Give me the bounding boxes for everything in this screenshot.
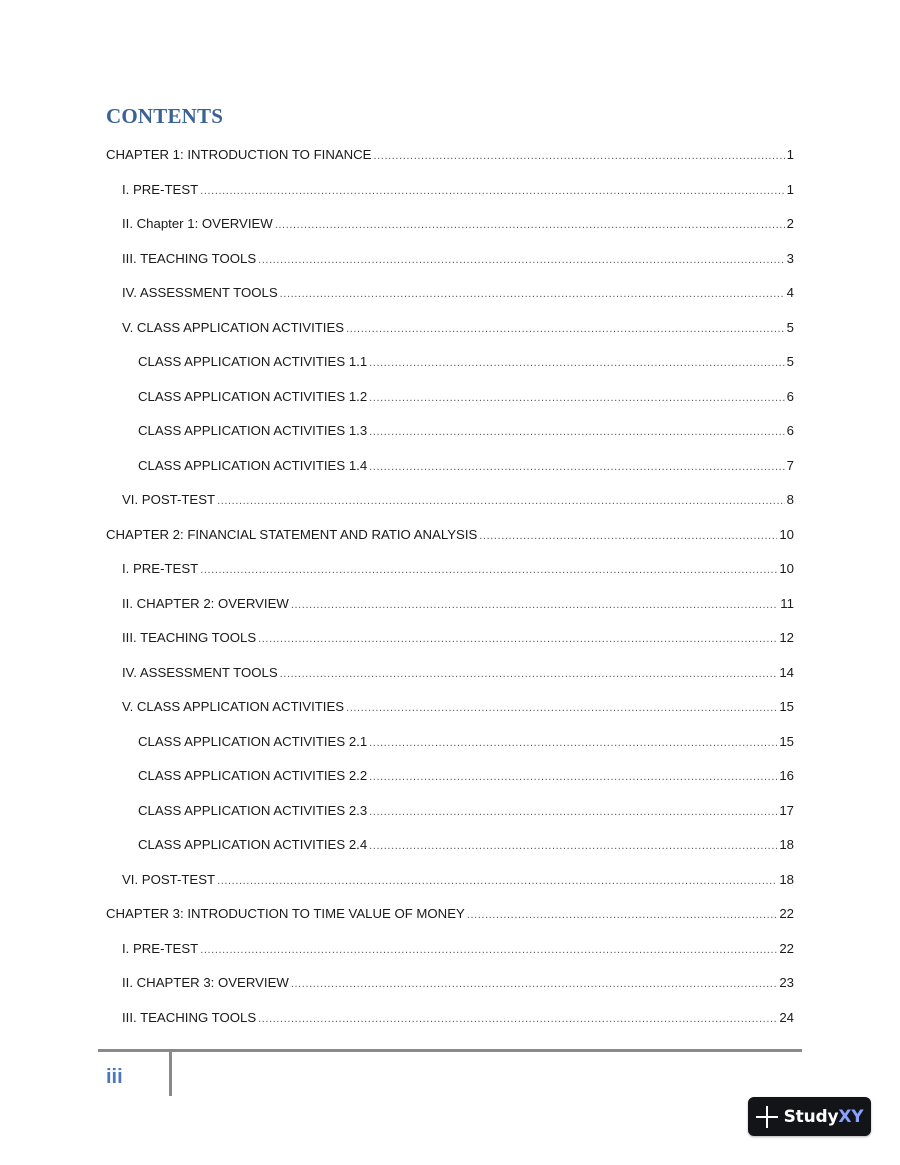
toc-dot-leader	[369, 418, 785, 446]
toc-dot-leader	[467, 901, 778, 929]
toc-dot-leader	[280, 280, 785, 308]
toc-entry-page-number: 15	[779, 733, 794, 749]
toc-entry-page-number: 6	[786, 388, 794, 404]
toc-entry[interactable]	[106, 728, 794, 763]
toc-entry-title: CHAPTER 1: INTRODUCTION TO FINANCE	[106, 147, 372, 162]
toc-entry-title: II. CHAPTER 3: OVERVIEW	[122, 975, 289, 990]
toc-dot-leader	[200, 556, 777, 584]
watermark-brand-accent: XY	[838, 1106, 864, 1127]
toc-entry-page-number: 18	[779, 871, 794, 887]
toc-entry-title: CLASS APPLICATION ACTIVITIES 1.4	[138, 457, 368, 473]
toc-list	[106, 141, 794, 1038]
toc-entry-page-number: 8	[786, 492, 794, 507]
watermark-brand	[784, 1107, 864, 1127]
toc-dot-leader	[479, 522, 777, 550]
toc-entry[interactable]	[106, 693, 794, 728]
toc-dot-leader	[217, 867, 777, 895]
toc-dot-leader	[373, 142, 784, 170]
toc-entry-page-number: 10	[779, 561, 794, 576]
toc-entry-page-number: 10	[779, 526, 794, 542]
toc-entry[interactable]	[106, 314, 794, 349]
toc-entry[interactable]	[106, 831, 794, 866]
toc-entry-title: CLASS APPLICATION ACTIVITIES 2.4	[138, 837, 368, 852]
toc-entry-page-number: 7	[786, 457, 794, 473]
toc-entry[interactable]	[106, 1004, 794, 1039]
toc-entry-page-number: 1	[786, 147, 794, 162]
toc-entry-title: III. TEACHING TOOLS	[122, 630, 257, 645]
toc-entry[interactable]	[106, 969, 794, 1004]
toc-entry-page-number: 3	[786, 250, 794, 266]
toc-dot-leader	[200, 177, 784, 205]
toc-dot-leader	[280, 660, 778, 688]
toc-entry[interactable]	[106, 245, 794, 280]
toc-entry[interactable]	[106, 624, 794, 659]
watermark-brand-main: Study	[783, 1106, 839, 1127]
toc-entry[interactable]	[106, 210, 794, 245]
toc-heading: CONTENTS	[106, 104, 224, 128]
toc-dot-leader	[291, 591, 778, 619]
toc-entry[interactable]	[106, 935, 794, 970]
toc-dot-leader	[258, 1005, 777, 1033]
toc-dot-leader	[369, 349, 785, 377]
toc-entry[interactable]	[106, 762, 794, 797]
toc-entry-title: III. TEACHING TOOLS	[122, 1009, 257, 1025]
toc-entry-page-number: 16	[779, 768, 794, 783]
toc-entry-title: I. PRE-TEST	[122, 181, 199, 197]
toc-entry[interactable]	[106, 900, 794, 935]
toc-entry-title: I. PRE-TEST	[122, 940, 199, 956]
toc-dot-leader	[369, 832, 777, 860]
toc-entry-page-number: 4	[786, 285, 794, 300]
toc-entry-page-number: 22	[779, 906, 794, 921]
toc-entry[interactable]	[106, 521, 794, 556]
toc-entry-title: IV. ASSESSMENT TOOLS	[122, 285, 278, 300]
toc-entry[interactable]	[106, 555, 794, 590]
toc-entry-page-number: 24	[779, 1009, 794, 1025]
toc-entry[interactable]	[106, 279, 794, 314]
studyxy-watermark[interactable]	[748, 1097, 871, 1136]
toc-entry[interactable]	[106, 486, 794, 521]
toc-entry-page-number: 14	[779, 664, 794, 680]
toc-dot-leader	[200, 936, 777, 964]
toc-entry-page-number: 15	[779, 699, 794, 714]
plus-icon	[756, 1106, 778, 1128]
toc-entry[interactable]	[106, 141, 794, 176]
toc-dot-leader	[258, 246, 785, 274]
toc-entry[interactable]	[106, 797, 794, 832]
toc-entry-title: CLASS APPLICATION ACTIVITIES 2.1	[138, 733, 368, 749]
toc-entry-page-number: 18	[779, 837, 794, 852]
toc-dot-leader	[369, 384, 785, 412]
toc-dot-leader	[291, 970, 777, 998]
toc-entry-title: CLASS APPLICATION ACTIVITIES 1.2	[138, 388, 368, 404]
toc-entry[interactable]	[106, 348, 794, 383]
toc-entry-title: CLASS APPLICATION ACTIVITIES 1.3	[138, 423, 368, 438]
toc-entry-title: VI. POST-TEST	[122, 871, 216, 887]
toc-dot-leader	[369, 798, 777, 826]
toc-entry-page-number: 23	[779, 975, 794, 990]
toc-dot-leader	[346, 315, 785, 343]
toc-dot-leader	[258, 625, 777, 653]
toc-entry-title: III. TEACHING TOOLS	[122, 250, 257, 266]
footer-vertical-rule	[169, 1052, 172, 1096]
toc-entry-page-number: 12	[779, 630, 794, 645]
toc-entry-page-number: 17	[779, 802, 794, 818]
footer-horizontal-rule	[98, 1049, 802, 1052]
toc-entry-page-number: 11	[780, 595, 794, 611]
toc-entry-title: CHAPTER 3: INTRODUCTION TO TIME VALUE OF MONEY	[106, 906, 465, 921]
toc-entry[interactable]	[106, 866, 794, 901]
toc-entry[interactable]	[106, 383, 794, 418]
toc-dot-leader	[369, 729, 777, 757]
toc-entry-page-number: 1	[786, 181, 794, 197]
toc-entry[interactable]	[106, 659, 794, 694]
toc-entry-title: CLASS APPLICATION ACTIVITIES 2.3	[138, 802, 368, 818]
toc-entry[interactable]	[106, 176, 794, 211]
toc-dot-leader	[217, 487, 785, 515]
toc-dot-leader	[275, 211, 785, 239]
toc-entry-page-number: 6	[786, 423, 794, 438]
toc-entry-page-number: 5	[786, 354, 794, 369]
toc-entry-title: VI. POST-TEST	[122, 492, 216, 507]
toc-entry-title: II. Chapter 1: OVERVIEW	[122, 216, 273, 231]
toc-entry-title: I. PRE-TEST	[122, 561, 199, 576]
toc-dot-leader	[346, 694, 777, 722]
toc-entry-page-number: 22	[779, 940, 794, 956]
toc-dot-leader	[369, 453, 785, 481]
toc-entry-title: V. CLASS APPLICATION ACTIVITIES	[122, 699, 345, 714]
toc-dot-leader	[369, 763, 777, 791]
toc-entry-page-number: 5	[786, 319, 794, 335]
toc-entry-title: II. CHAPTER 2: OVERVIEW	[122, 595, 289, 611]
toc-entry[interactable]	[106, 452, 794, 487]
toc-entry-title: CLASS APPLICATION ACTIVITIES 1.1	[138, 354, 368, 369]
toc-entry-page-number: 2	[786, 216, 794, 231]
footer-page-number: iii	[106, 1066, 123, 1088]
toc-entry-title: IV. ASSESSMENT TOOLS	[122, 664, 278, 680]
toc-entry-title: CHAPTER 2: FINANCIAL STATEMENT AND RATIO ANALYSIS	[106, 526, 478, 542]
toc-entry[interactable]	[106, 590, 794, 625]
toc-entry-title: CLASS APPLICATION ACTIVITIES 2.2	[138, 768, 368, 783]
toc-entry-title: V. CLASS APPLICATION ACTIVITIES	[122, 319, 345, 335]
toc-entry[interactable]	[106, 417, 794, 452]
